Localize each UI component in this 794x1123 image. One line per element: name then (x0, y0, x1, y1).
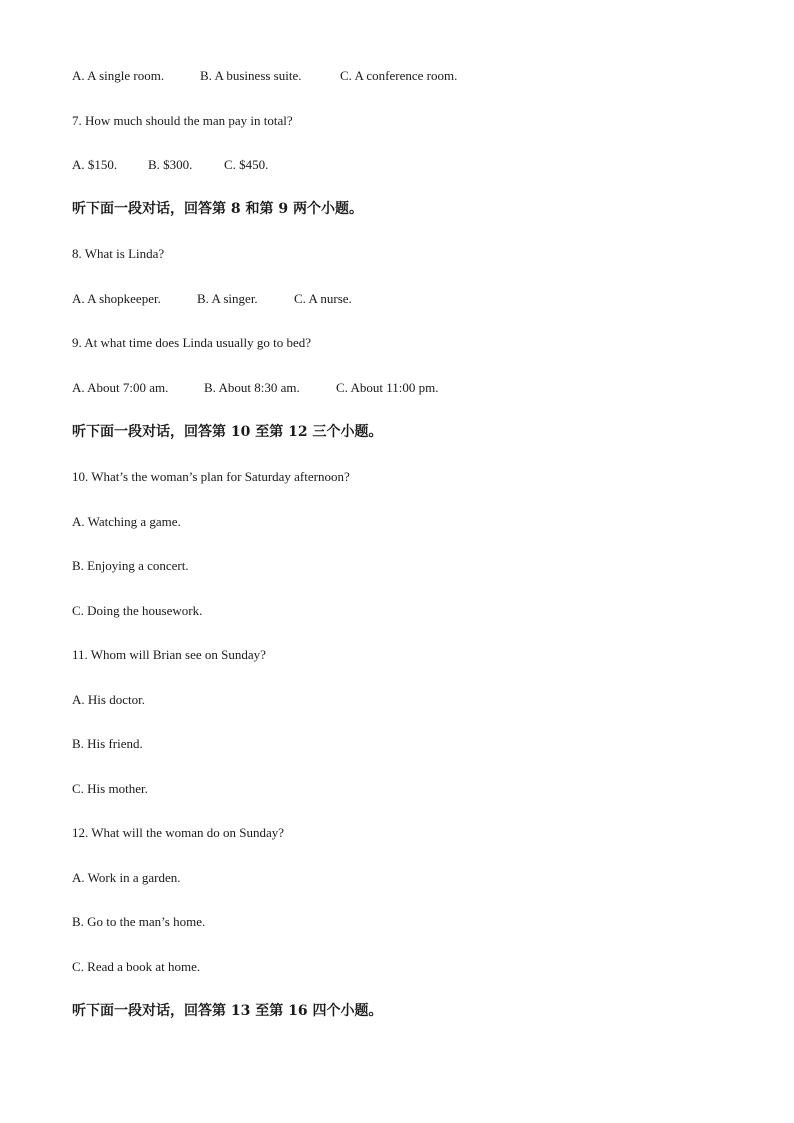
q10-option-b: B. Enjoying a concert. (72, 558, 189, 573)
q8-question: 8. What is Linda? (72, 246, 165, 261)
q6-options-row (72, 68, 458, 84)
q9-option-c: C. About 11:00 pm. (336, 380, 439, 395)
q11-option-c: C. His mother. (72, 781, 148, 796)
q10-option-c: C. Doing the housework. (72, 603, 203, 618)
section-heading-8-9: 听下面一段对话，回答第 8 和第 9 两个小题。 (72, 201, 363, 217)
q6-option-b: B. A business suite. (200, 68, 302, 83)
q10-question: 10. What’s the woman’s plan for Saturday afternoon? (72, 469, 350, 484)
q7-option-b: B. $300. (148, 157, 193, 172)
q11-question: 11. Whom will Brian see on Sunday? (72, 647, 266, 662)
q12-question: 12. What will the woman do on Sunday? (72, 825, 285, 840)
q7-option-c: C. $450. (224, 157, 269, 172)
q8-option-c: C. A nurse. (294, 291, 352, 306)
q12-option-a: A. Work in a garden. (72, 870, 181, 885)
q6-option-c: C. A conference room. (340, 68, 458, 83)
q8-option-b: B. A singer. (197, 291, 258, 306)
q10-option-a: A. Watching a game. (72, 514, 181, 529)
q8-option-a: A. A shopkeeper. (72, 291, 161, 306)
q7-question: 7. How much should the man pay in total? (72, 113, 293, 128)
q11-option-b: B. His friend. (72, 736, 143, 751)
q9-option-b: B. About 8:30 am. (204, 380, 300, 395)
q9-option-a: A. About 7:00 am. (72, 380, 169, 395)
q9-options-row (72, 380, 439, 396)
q9-question: 9. At what time does Linda usually go to bed? (72, 335, 312, 350)
q11-option-a: A. His doctor. (72, 692, 145, 707)
q6-option-a: A. A single room. (72, 68, 165, 83)
q12-option-c: C. Read a book at home. (72, 959, 201, 974)
q7-option-a: A. $150. (72, 157, 118, 172)
section-heading-10-12: 听下面一段对话，回答第 10 至第 12 三个小题。 (72, 424, 383, 440)
q7-options-row (72, 157, 269, 173)
q12-option-b: B. Go to the man’s home. (72, 914, 206, 929)
q8-options-row (72, 291, 352, 307)
section-heading-13-16: 听下面一段对话，回答第 13 至第 16 四个小题。 (72, 1003, 383, 1019)
